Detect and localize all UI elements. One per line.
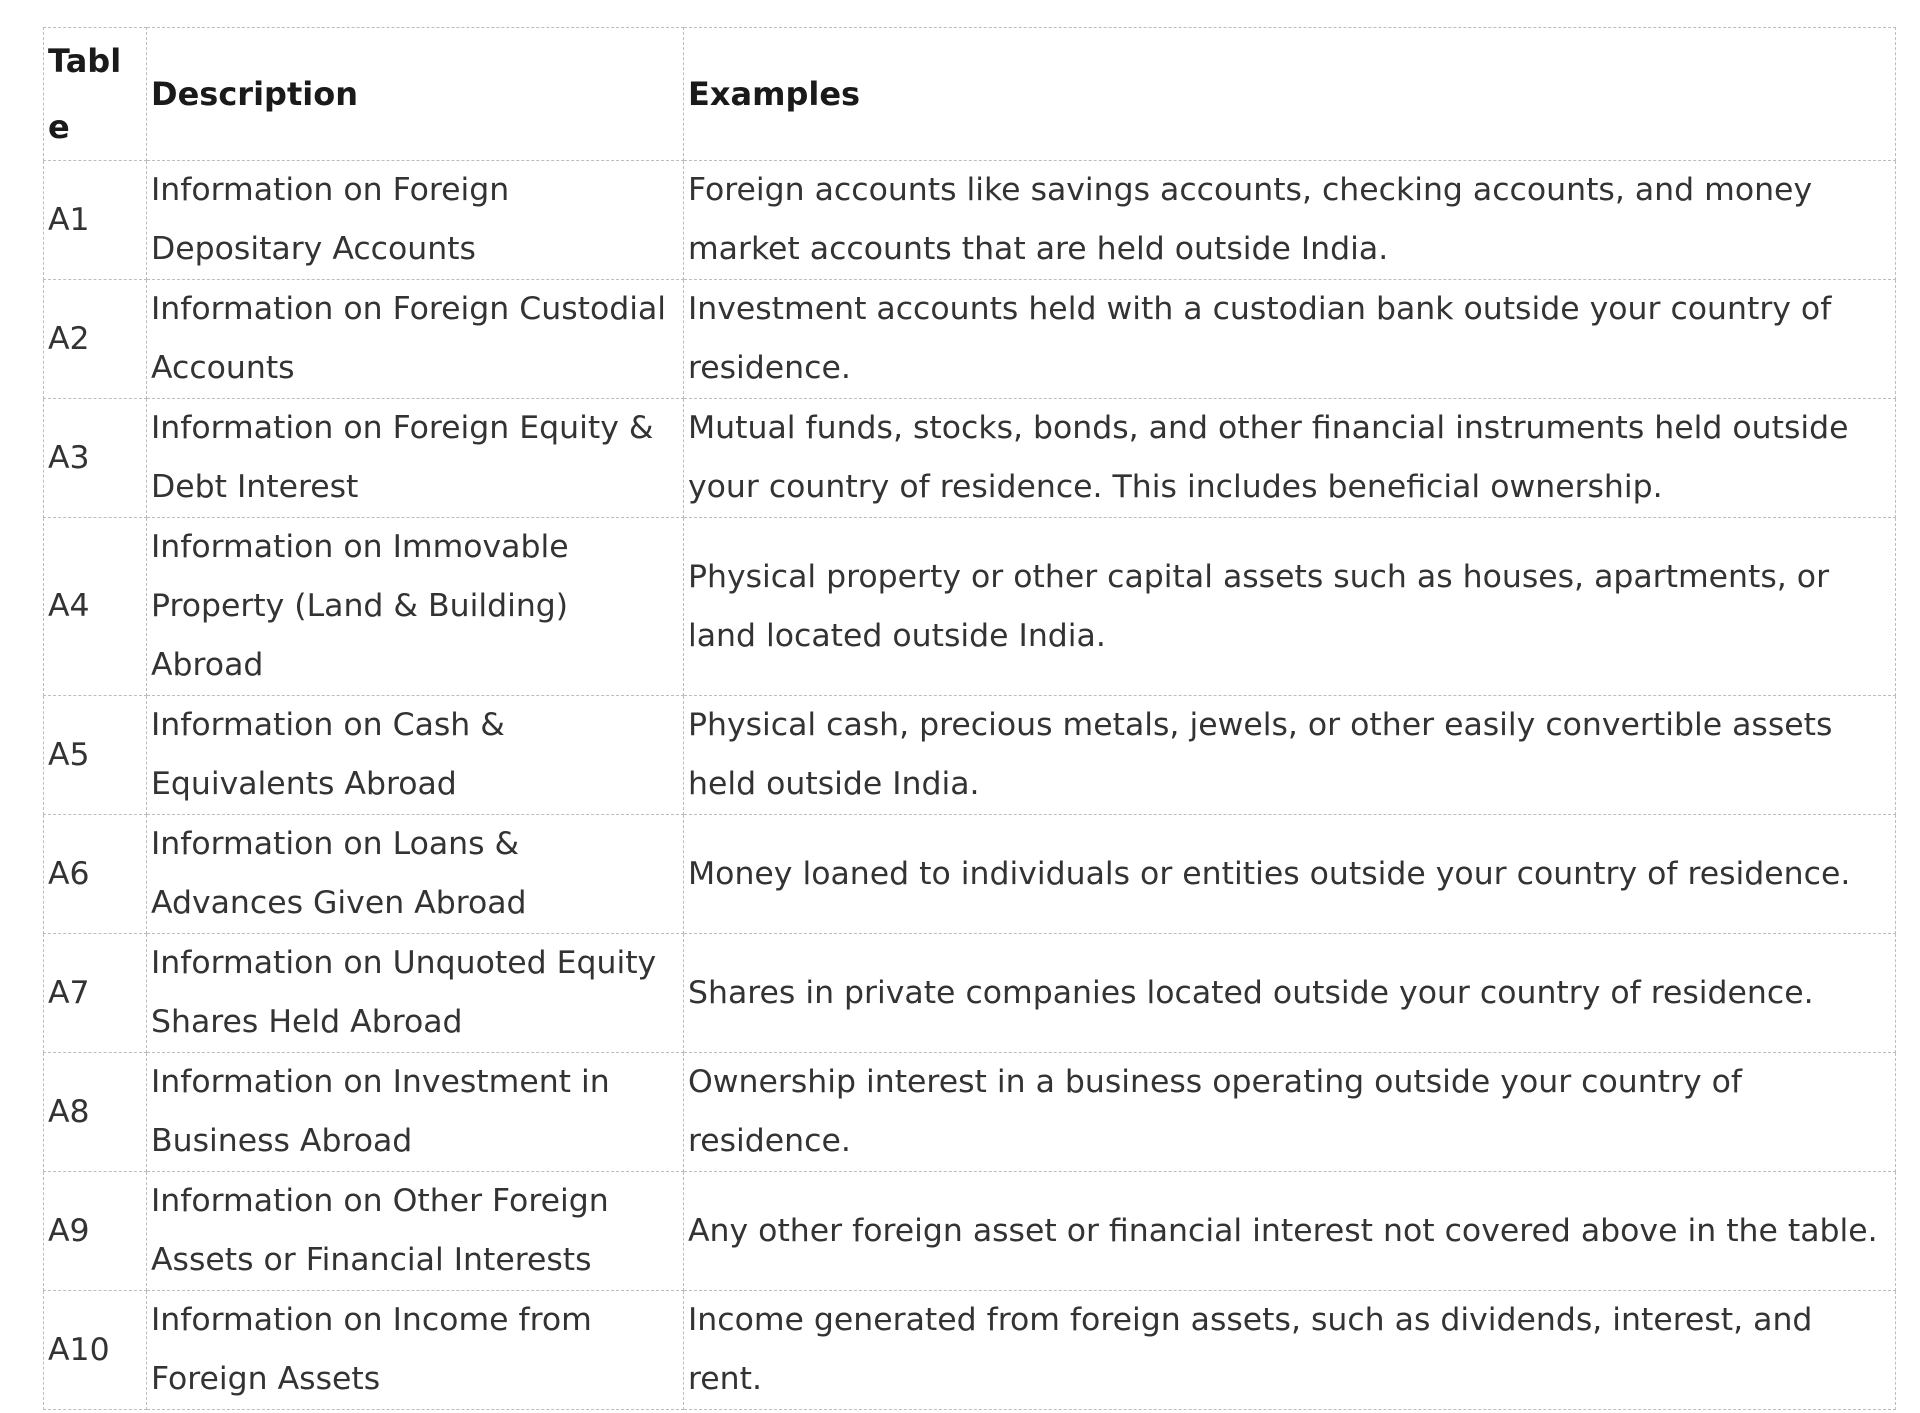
table-row [44, 1172, 1896, 1291]
table-code-cell: A8 [44, 1053, 147, 1172]
examples-cell: Physical property or other capital assets such as houses, apartments, or land located outside India. [684, 518, 1896, 696]
table-row [44, 815, 1896, 934]
table-code-cell: A2 [44, 280, 147, 399]
column-header-description: Description [147, 28, 684, 161]
examples-cell: Investment accounts held with a custodian bank outside your country of residence. [684, 280, 1896, 399]
table-code-cell: A3 [44, 399, 147, 518]
column-header-table: Table [44, 28, 147, 161]
examples-cell: Ownership interest in a business operating outside your country of residence. [684, 1053, 1896, 1172]
table-row [44, 934, 1896, 1053]
table-row [44, 1053, 1896, 1172]
table-row [44, 280, 1896, 399]
table-code-cell: A7 [44, 934, 147, 1053]
description-cell: Information on Immovable Property (Land & Building) Abroad [147, 518, 684, 696]
examples-cell: Mutual funds, stocks, bonds, and other financial instruments held outside your country of residence. This includes beneficial ownership. [684, 399, 1896, 518]
table-code-cell: A10 [44, 1291, 147, 1410]
examples-cell: Any other foreign asset or financial interest not covered above in the table. [684, 1172, 1896, 1291]
column-header-examples: Examples [684, 28, 1896, 161]
description-cell: Information on Unquoted Equity Shares Held Abroad [147, 934, 684, 1053]
examples-cell: Foreign accounts like savings accounts, checking accounts, and money market accounts that are held outside India. [684, 161, 1896, 280]
table-row [44, 161, 1896, 280]
examples-cell: Physical cash, precious metals, jewels, or other easily convertible assets held outside India. [684, 696, 1896, 815]
table-row [44, 696, 1896, 815]
description-cell: Information on Investment in Business Abroad [147, 1053, 684, 1172]
table-header-row [44, 28, 1896, 161]
table-code-cell: A5 [44, 696, 147, 815]
description-cell: Information on Income from Foreign Assets [147, 1291, 684, 1410]
table-code-cell: A1 [44, 161, 147, 280]
foreign-assets-table [43, 27, 1896, 1410]
table-row [44, 399, 1896, 518]
examples-cell: Shares in private companies located outside your country of residence. [684, 934, 1896, 1053]
schedule-fa-table-container [43, 27, 1895, 1410]
table-row [44, 518, 1896, 696]
table-row [44, 1291, 1896, 1410]
description-cell: Information on Foreign Equity & Debt Interest [147, 399, 684, 518]
table-code-cell: A4 [44, 518, 147, 696]
examples-cell: Income generated from foreign assets, such as dividends, interest, and rent. [684, 1291, 1896, 1410]
examples-cell: Money loaned to individuals or entities outside your country of residence. [684, 815, 1896, 934]
description-cell: Information on Cash & Equivalents Abroad [147, 696, 684, 815]
description-cell: Information on Foreign Custodial Accounts [147, 280, 684, 399]
description-cell: Information on Other Foreign Assets or Financial Interests [147, 1172, 684, 1291]
description-cell: Information on Foreign Depositary Accounts [147, 161, 684, 280]
table-code-cell: A6 [44, 815, 147, 934]
table-code-cell: A9 [44, 1172, 147, 1291]
description-cell: Information on Loans & Advances Given Abroad [147, 815, 684, 934]
